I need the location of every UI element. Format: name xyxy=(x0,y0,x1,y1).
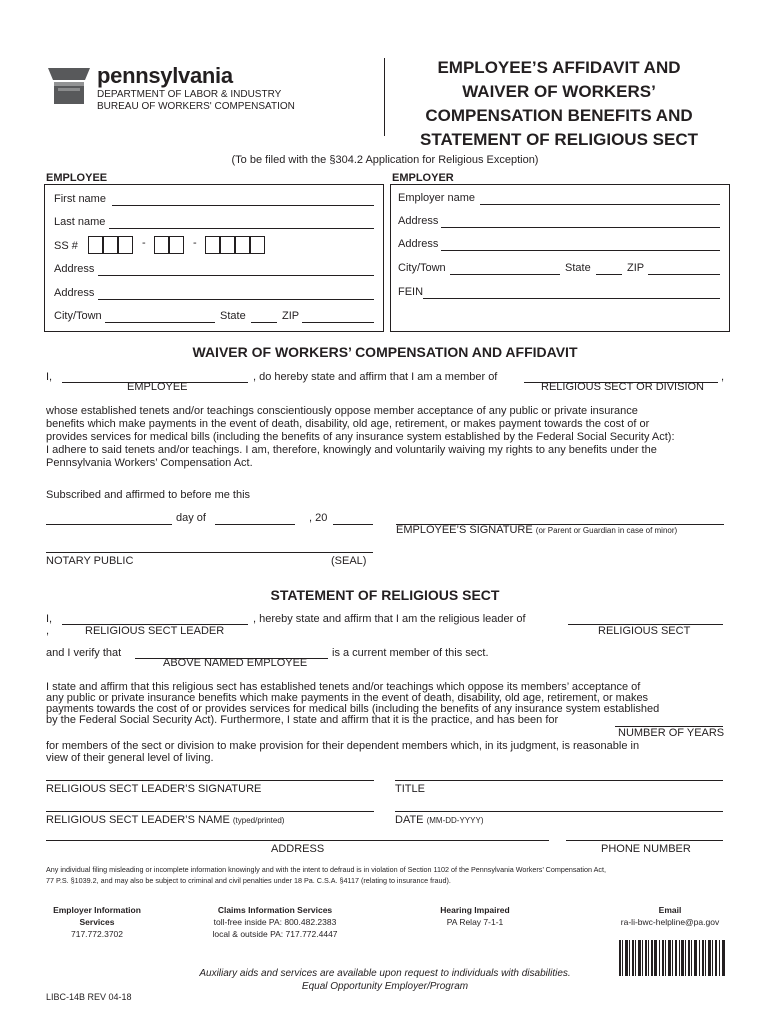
ss-dash-1: - xyxy=(142,237,146,249)
sect-leader-name-input[interactable] xyxy=(62,613,248,625)
number-of-years-input[interactable] xyxy=(615,715,723,727)
filing-note: (To be filed with the §304.2 Application for Religious Exception) xyxy=(231,154,539,166)
dept-line1: DEPARTMENT OF LABOR & INDUSTRY xyxy=(97,89,282,100)
employer-address1-label: Address xyxy=(398,215,439,227)
employee-address1-input[interactable] xyxy=(98,264,374,276)
ss-digit-6[interactable] xyxy=(205,236,220,254)
ss-label: SS # xyxy=(54,240,78,252)
notary-month-input[interactable] xyxy=(215,513,295,525)
last-name-input[interactable] xyxy=(109,217,374,229)
employee-city-label: City/Town xyxy=(54,310,102,322)
employee-signature-label: EMPLOYEE’S SIGNATURE (or Parent or Guardian in case of minor) xyxy=(396,524,678,536)
title-label: TITLE xyxy=(395,783,425,795)
keystone-logo-icon xyxy=(44,60,94,110)
ss-digit-3[interactable] xyxy=(118,236,133,254)
current-member-text: is a current member of this sect. xyxy=(332,647,489,659)
waiver-body: whose established tenets and/or teachings conscientiously oppose member acceptance of any public or private insurance benefits which make payments in the event of death, disability, old age, retirement, or makes payment towards the cost of or provides services for medical bills (including the benefits of any insurance system established by the Federal Social Security Act): I adhere to said tenets and/or teachings. I am, therefore, knowingly and voluntarily waiving my rights to any benefits under the Pennsylvania Workers’ Compensation Act. xyxy=(46,405,675,469)
email-link[interactable]: ra-li-bwc-helpline@pa.gov xyxy=(620,917,720,927)
notary-public-input[interactable] xyxy=(46,541,373,553)
employer-zip-label: ZIP xyxy=(627,262,645,274)
statement-affirm-text: , hereby state and affirm that I am the religious leader of xyxy=(253,613,526,625)
phone-number-input[interactable] xyxy=(566,829,723,841)
employee-address2-label: Address xyxy=(54,287,95,299)
contact-employer-info: Employer Information Services 717.772.3702 xyxy=(53,905,141,939)
employer-address2-label: Address xyxy=(398,238,439,250)
auxiliary-notice: Auxiliary aids and services are available upon request to individuals with disabilities. Equal Opportunity Employer/Program xyxy=(199,968,571,992)
employer-name-label: Employer name xyxy=(398,192,476,204)
seal-label: (SEAL) xyxy=(331,555,367,567)
ss-digit-2[interactable] xyxy=(103,236,118,254)
twenty-label: , 20 xyxy=(309,512,328,524)
waiver-heading: WAIVER OF WORKERS’ COMPENSATION AND AFFIDAVIT xyxy=(192,344,578,360)
fein-label: FEIN xyxy=(398,286,424,298)
notary-public-label: NOTARY PUBLIC xyxy=(46,555,134,567)
contact-email: Email ra-li-bwc-helpline@pa.gov xyxy=(600,904,740,928)
brand-name: pennsylvania xyxy=(97,63,233,88)
waiver-affirm-text: , do hereby state and affirm that I am a member of xyxy=(253,371,498,383)
employee-state-input[interactable] xyxy=(251,311,277,323)
employer-state-input[interactable] xyxy=(596,263,622,275)
statement-i-label: I, xyxy=(46,613,53,625)
employer-box xyxy=(390,184,730,332)
statement-comma: , xyxy=(46,625,50,637)
religious-sect-input[interactable] xyxy=(568,613,723,625)
religious-sect-caption: RELIGIOUS SECT xyxy=(598,625,691,637)
ss-dash-2: - xyxy=(193,237,197,249)
dept-line2: BUREAU OF WORKERS' COMPENSATION xyxy=(97,101,295,112)
employee-zip-label: ZIP xyxy=(282,310,300,322)
employer-zip-input[interactable] xyxy=(648,263,720,275)
leader-address-input[interactable] xyxy=(46,829,549,841)
number-of-years-caption: NUMBER OF YEARS xyxy=(618,727,725,739)
subscribed-text: Subscribed and affirmed to before me this xyxy=(46,489,251,501)
employer-name-input[interactable] xyxy=(480,193,720,205)
waiver-comma: , xyxy=(721,371,725,383)
header-divider xyxy=(384,58,385,136)
employee-zip-input[interactable] xyxy=(302,311,374,323)
leader-name-input[interactable] xyxy=(46,800,374,812)
employer-address2-input[interactable] xyxy=(441,239,720,251)
waiver-sect-caption: RELIGIOUS SECT OR DIVISION xyxy=(541,381,704,393)
waiver-i-label: I, xyxy=(46,371,53,383)
statement-body: I state and affirm that this religious sect has established tenets and/or teachings which oppose its members’ acceptance of any public or private insurance benefits which make payments in the event of death, disability, old age, retirement, or makes payments towards the cost of or provides services for medical bills (including the benefits of any insurance system established by the Federal Social Security Act). Furthermore, I state and affirm that it is the practice, and has been for xyxy=(46,681,660,726)
notary-day-input[interactable] xyxy=(46,513,172,525)
form-title: EMPLOYEE’S AFFIDAVIT AND WAIVER OF WORKERS’ COMPENSATION BENEFITS AND STATEMENT OF RELIGIOUS SECT xyxy=(420,58,698,149)
waiver-employee-caption: EMPLOYEE xyxy=(127,381,188,393)
employee-address2-input[interactable] xyxy=(98,288,374,300)
employee-state-label: State xyxy=(220,310,246,322)
employer-city-label: City/Town xyxy=(398,262,446,274)
employer-address1-input[interactable] xyxy=(441,216,720,228)
employee-heading: EMPLOYEE xyxy=(46,172,108,184)
date-input[interactable] xyxy=(395,800,723,812)
ss-digit-4[interactable] xyxy=(154,236,169,254)
ss-digit-1[interactable] xyxy=(88,236,103,254)
employer-heading: EMPLOYER xyxy=(392,172,454,184)
day-of-label: day of xyxy=(176,512,206,524)
ss-digit-5[interactable] xyxy=(169,236,184,254)
phone-number-label: PHONE NUMBER xyxy=(601,843,691,855)
title-input[interactable] xyxy=(395,769,723,781)
leader-name-label: RELIGIOUS SECT LEADER’S NAME (typed/printed) xyxy=(46,814,285,826)
contact-claims-info: Claims Information Services toll-free inside PA: 800.482.2383 local & outside PA: 717.772.4447 xyxy=(212,905,338,939)
ss-digit-7[interactable] xyxy=(220,236,235,254)
fein-input[interactable] xyxy=(423,287,720,299)
date-label: DATE (MM-DD-YYYY) xyxy=(395,814,484,826)
statement-heading: STATEMENT OF RELIGIOUS SECT xyxy=(270,587,500,603)
form-id: LIBC-14B REV 04-18 xyxy=(46,992,132,1002)
fraud-notice: Any individual filing misleading or incomplete information knowingly and with the intent to defraud is in violation of Section 1102 of the Pennsylvania Workers’ Compensation Act, 77 P.S. §1039.2, and may also be subject to criminal and civil penalties under 18 Pa. C.S.A. §4117 (relating to insurance fraud). xyxy=(46,865,607,885)
verify-text: and I verify that xyxy=(46,647,122,659)
employee-city-input[interactable] xyxy=(105,311,215,323)
employee-address1-label: Address xyxy=(54,263,95,275)
statement-body-2: for members of the sect or division to make provision for their dependent members which, in its judgment, is reasonable in view of their general level of living. xyxy=(46,740,640,764)
employer-city-input[interactable] xyxy=(450,263,560,275)
first-name-input[interactable] xyxy=(112,194,374,206)
ss-digit-8[interactable] xyxy=(235,236,250,254)
sect-leader-caption: RELIGIOUS SECT LEADER xyxy=(85,625,225,637)
contact-hearing-impaired: Hearing Impaired PA Relay 7-1-1 xyxy=(440,905,510,927)
notary-year-input[interactable] xyxy=(333,513,373,525)
address-label: ADDRESS xyxy=(271,843,325,855)
above-named-caption: ABOVE NAMED EMPLOYEE xyxy=(163,657,308,669)
first-name-label: First name xyxy=(54,193,106,205)
leader-signature-input[interactable] xyxy=(46,769,374,781)
last-name-label: Last name xyxy=(54,216,106,228)
employer-state-label: State xyxy=(565,262,591,274)
leader-signature-label: RELIGIOUS SECT LEADER’S SIGNATURE xyxy=(46,783,262,795)
barcode-icon xyxy=(619,940,725,976)
ss-digit-9[interactable] xyxy=(250,236,265,254)
